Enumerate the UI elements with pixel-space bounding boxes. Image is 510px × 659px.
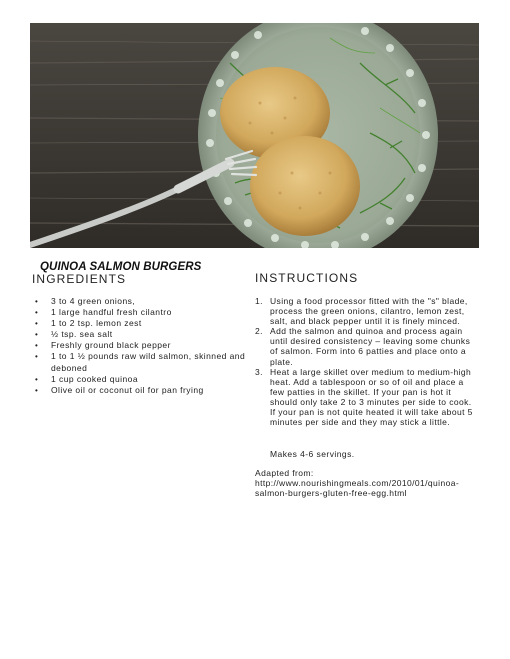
instructions-heading: INSTRUCTIONS xyxy=(255,271,359,285)
ingredient-item: • 3 to 4 green onions, xyxy=(33,296,248,307)
ingredient-item: • 1 cup cooked quinoa xyxy=(33,374,248,385)
source-url-line2[interactable]: salmon-burgers-gluten-free-egg.html xyxy=(255,488,407,499)
instruction-step xyxy=(255,367,477,428)
ingredient-item: • 1 to 1 ½ pounds raw wild salmon, skinned and deboned xyxy=(33,351,248,373)
ingredients-list xyxy=(33,296,248,396)
food-photo-illustration xyxy=(30,23,479,248)
ingredients-heading: INGREDIENTS xyxy=(32,272,127,286)
adapted-label: Adapted from: xyxy=(255,468,314,478)
ingredient-item: • ½ tsp. sea salt xyxy=(33,329,248,340)
step-text: Add the salmon and quinoa and process again until desired consistency – leaving some chunks of salmon. Form into 6 patties and place onto a plate. xyxy=(270,326,471,367)
ingredient-item: • Olive oil or coconut oil for pan frying xyxy=(33,385,248,396)
instruction-step xyxy=(255,296,477,326)
ingredient-item: • Freshly ground black pepper xyxy=(33,340,248,351)
ingredient-item: • 1 to 2 tsp. lemon zest xyxy=(33,318,248,329)
recipe-title: QUINOA SALMON BURGERS xyxy=(40,261,202,273)
step-text: Using a food processor fitted with the "s" blade, process the green onions, cilantro, lemon zest, salt, and black pepper until it is finely minced. xyxy=(270,296,468,327)
salmon-patty-bottom xyxy=(250,136,360,236)
step-number: 2. xyxy=(255,326,263,337)
salmon-burgers-photo xyxy=(30,23,479,248)
step-number: 1. xyxy=(255,296,263,306)
step-text: Heat a large skillet over medium to medium-high heat. Add a tablespoon or so of oil and place a few patties in the skillet. If your pan is hot it should only take 2 to 3 minutes per side to cook. If your pan is not quite heated it will take about 5 minutes per side and they may stick a little. xyxy=(270,366,473,428)
step-number: 3. xyxy=(255,366,263,377)
source-attribution xyxy=(255,468,481,498)
ingredient-item: • 1 large handful fresh cilantro xyxy=(33,307,248,318)
instruction-step xyxy=(255,326,477,366)
instructions-list xyxy=(255,296,477,427)
source-url-line1[interactable]: http://www.nourishingmeals.com/2010/01/quinoa- xyxy=(255,478,460,489)
servings-note: Makes 4-6 servings. xyxy=(270,449,355,459)
